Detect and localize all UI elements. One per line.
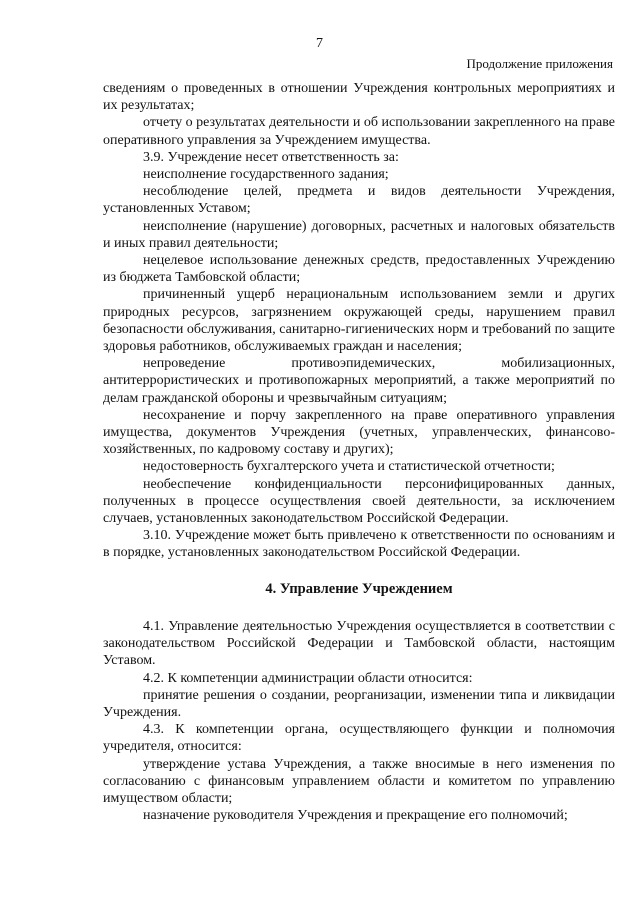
paragraph: необеспечение конфиденциальности персонифицированных данных, полученных в процессе осуществления своей деятельности, за исключением случаев, установленных законодательством Российской Федерации. (103, 476, 615, 527)
paragraph: неисполнение (нарушение) договорных, расчетных и налоговых обязательств и иных правил деятельности; (103, 218, 615, 251)
paragraph: несоблюдение целей, предмета и видов деятельности Учреждения, установленных Уставом; (103, 184, 615, 217)
paragraph: сведениям о проведенных в отношении Учреждения контрольных мероприятиях и их результатах; (103, 81, 615, 114)
paragraph: 4.3. К компетенции органа, осуществляющего функции и полномочия учредителя, относится: (103, 722, 615, 755)
page-number: 7 (316, 36, 323, 51)
paragraph: нецелевое использование денежных средств, предоставленных Учреждению из бюджета Тамбовской области; (103, 253, 615, 286)
paragraph: недостоверность бухгалтерского учета и статистической отчетности; (143, 459, 555, 475)
paragraph: принятие решения о создании, реорганизации, изменении типа и ликвидации Учреждения. (103, 687, 615, 720)
paragraph: 3.10. Учреждение может быть привлечено к ответственности по основаниям и в порядке, установленных законодательством Российской Федерации. (103, 528, 615, 561)
paragraph: причиненный ущерб нерациональным использованием земли и других природных ресурсов, загрязнением окружающей среды, нарушением правил безопасности обслуживания, санитарно-гигиенических норм и требований по защите здоровья работников, обслуживаемых граждан и населения; (103, 287, 615, 355)
document-body (103, 80, 615, 824)
paragraph: непроведение противоэпидемических, мобилизационных, антитеррористических и противопожарных мероприятий, а также мероприятий по делам гражданской обороны и чрезвычайным ситуациям; (103, 356, 615, 406)
paragraph: 3.9. Учреждение несет ответственность за: (143, 149, 399, 165)
paragraph: утверждение устава Учреждения, а также вносимые в него изменения по согласованию с финансовым управлением области и комитетом по управлению имуществом области; (103, 756, 615, 806)
paragraph: несохранение и порчу закрепленного на праве оперативного управления имущества, документов Учреждения (учетных, управленческих, финансово-хозяйственных, по кадровому составу и других); (103, 407, 615, 458)
paragraph: неисполнение государственного задания; (143, 167, 389, 183)
paragraph: 4.1. Управление деятельностью Учреждения осуществляется в соответствии с законодательством Российской Федерации и Тамбовской области, настоящим Уставом. (103, 618, 615, 669)
paragraph: назначение руководителя Учреждения и прекращение его полномочий; (143, 808, 568, 824)
paragraph: 4.2. К компетенции администрации области относится: (143, 670, 473, 686)
paragraph: отчету о результатах деятельности и об использовании закрепленного на праве оперативного управления за Учреждением имущества. (103, 115, 615, 148)
running-head: Продолжение приложения (466, 56, 613, 71)
section-heading: 4. Управление Учреждением (265, 580, 453, 597)
